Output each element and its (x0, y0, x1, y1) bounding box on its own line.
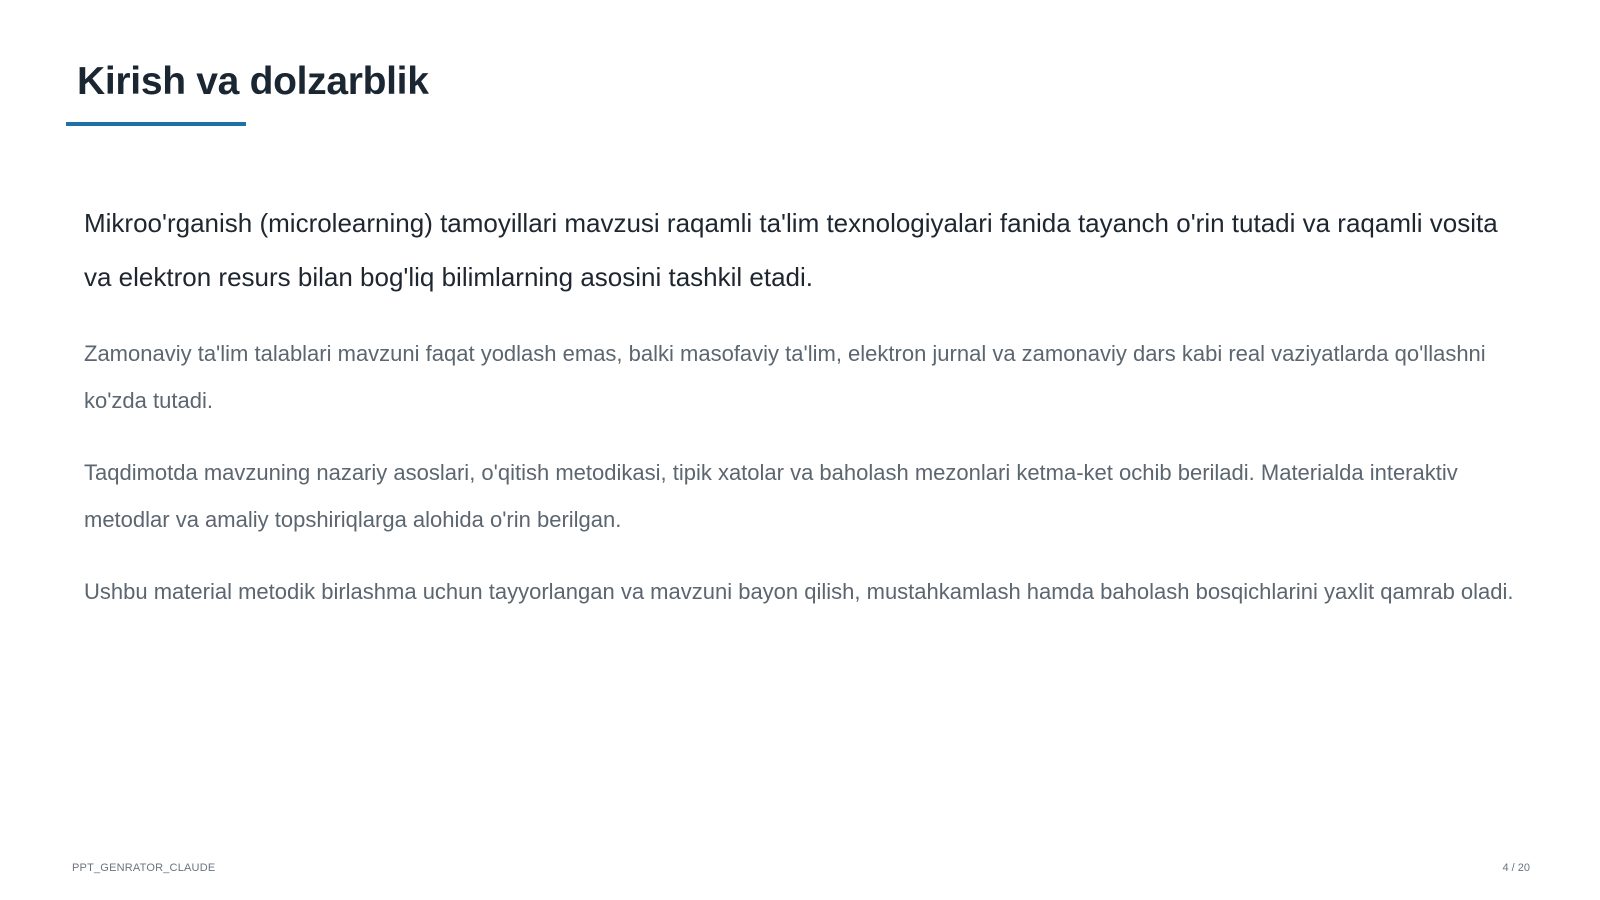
title-underline (66, 122, 246, 126)
lead-paragraph: Mikroo'rganish (microlearning) tamoyillari mavzusi raqamli ta'lim texnologiyalari fanida tayanch o'rin tutadi va raqamli vosita va elektron resurs bilan bog'liq bilimlarning asosini tashkil etadi. (84, 208, 1498, 292)
page-number: 4 / 20 (1502, 862, 1530, 874)
body-paragraph-2: Taqdimotda mavzuning nazariy asoslari, o'qitish metodikasi, tipik xatolar va baholash mezonlari ketma-ket ochib beriladi. Materialda interaktiv metodlar va amaliy topshiriqlarga alohida o'rin berilgan. (84, 460, 1458, 532)
body-paragraph-1: Zamonaviy ta'lim talablari mavzuni faqat yodlash emas, balki masofaviy ta'lim, elektron jurnal va zamonaviy dars kabi real vaziyatlarda qo'llashni ko'zda tutadi. (84, 341, 1486, 413)
body-paragraph-3: Ushbu material metodik birlashma uchun tayyorlangan va mavzuni bayon qilish, mustahkamlash hamda baholash bosqichlarini yaxlit qamrab oladi. (84, 579, 1514, 604)
slide-content (84, 196, 1524, 640)
footer-label: PPT_GENRATOR_CLAUDE (72, 862, 216, 874)
slide-title: Kirish va dolzarblik (77, 60, 429, 103)
